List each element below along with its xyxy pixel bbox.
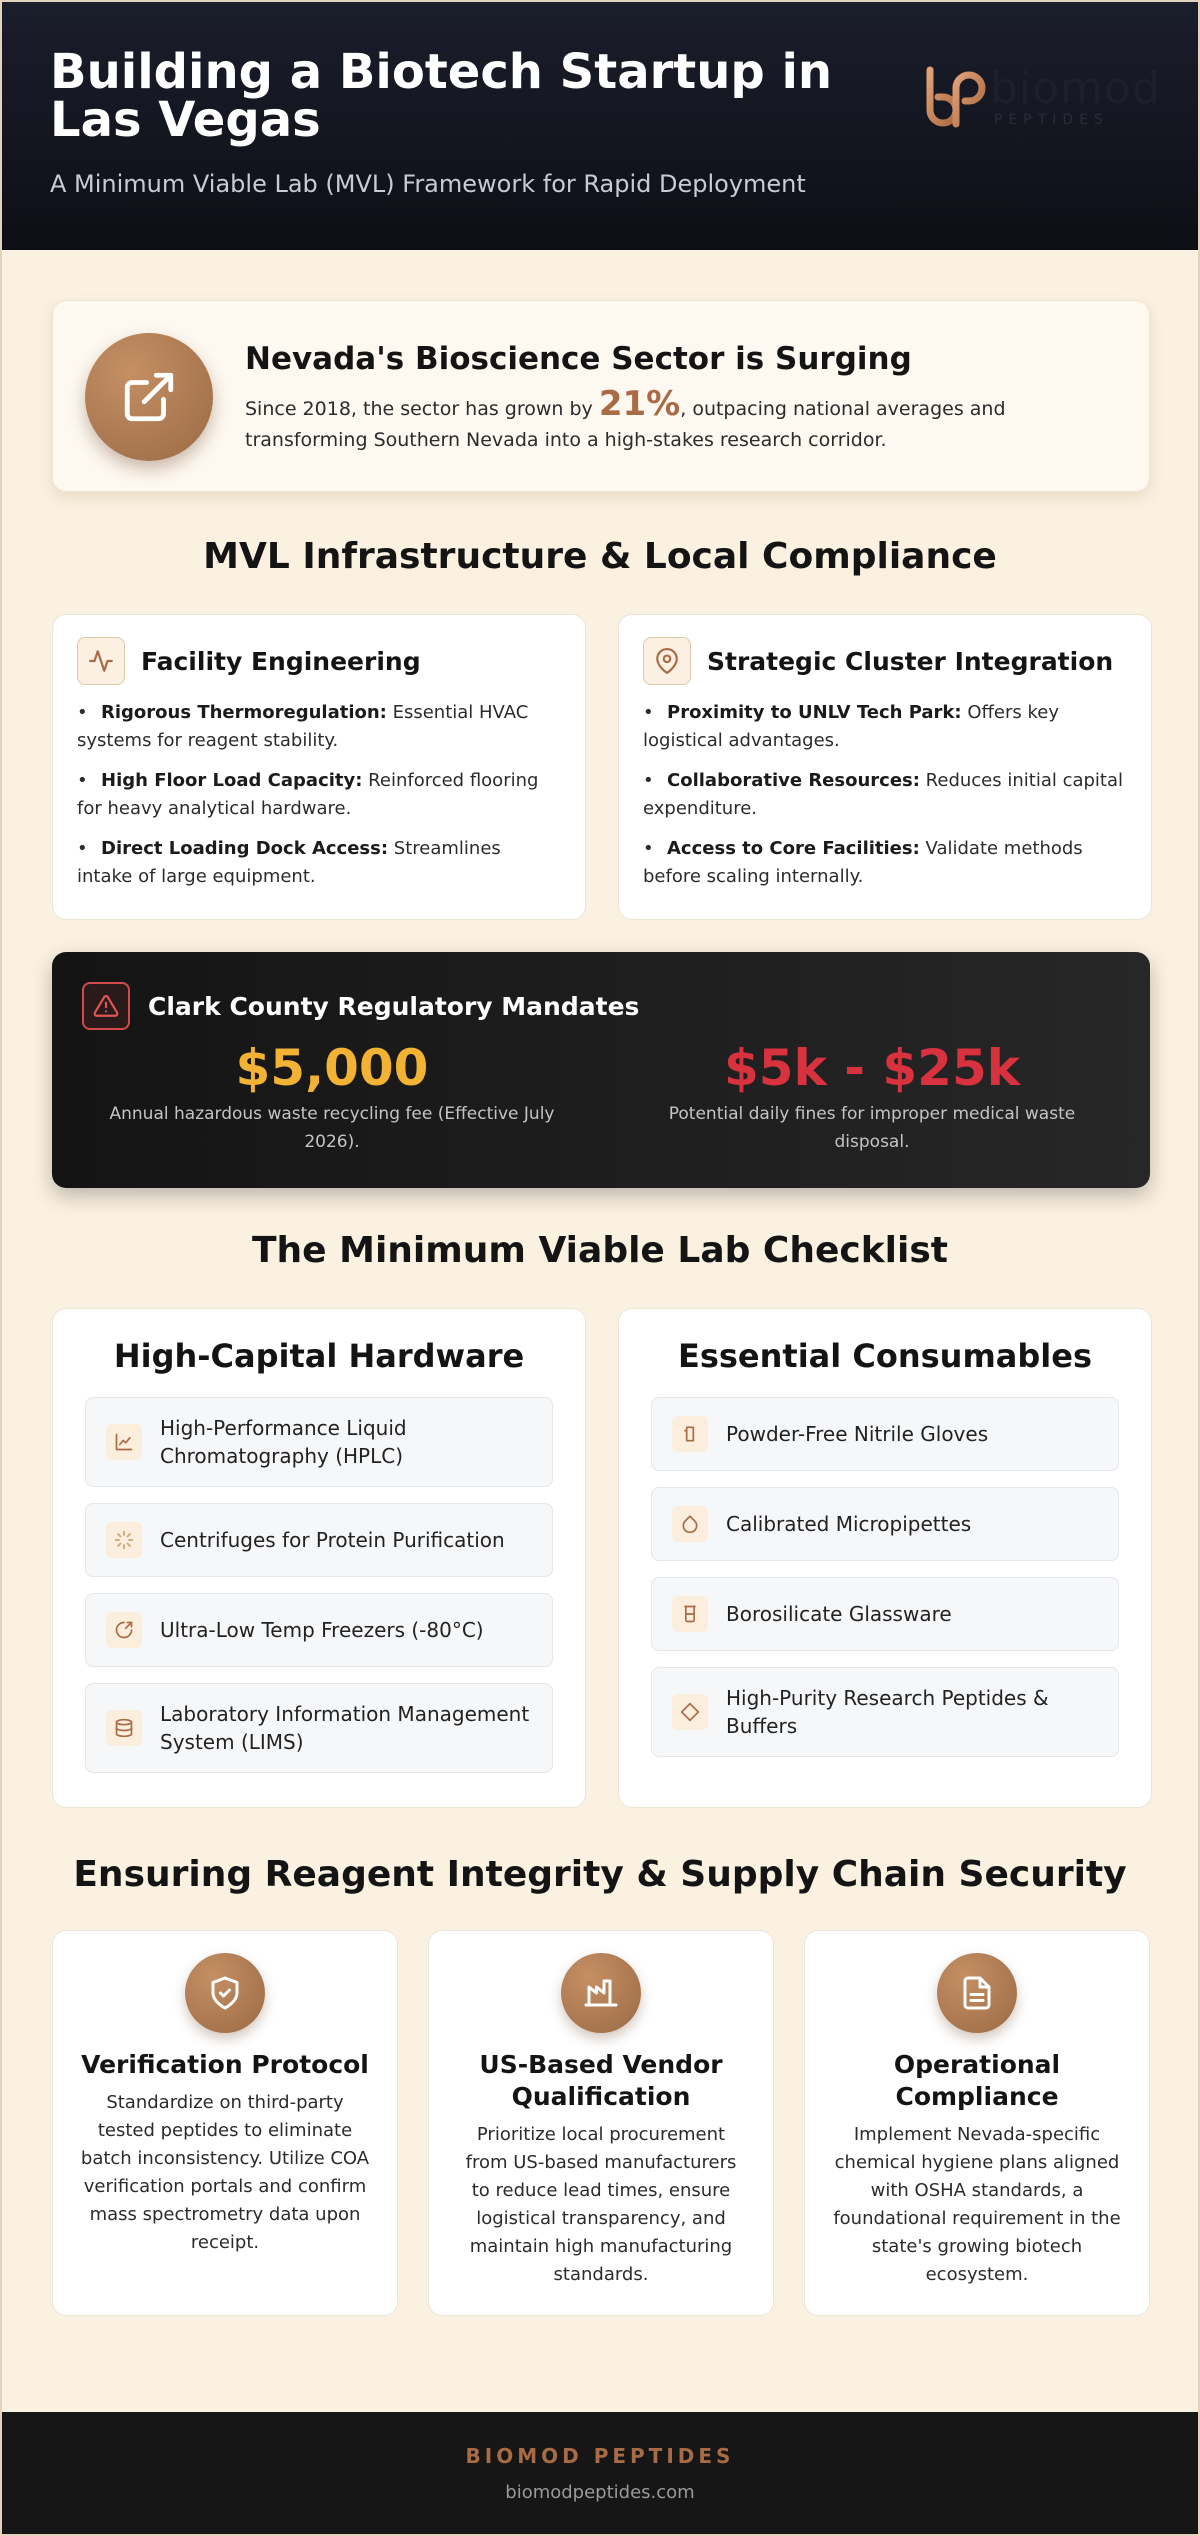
- page-subtitle: A Minimum Viable Lab (MVL) Framework for Rapid Deployment: [50, 170, 806, 198]
- highlight-text-after: , outpacing national averages and transforming Southern Nevada into a high-stakes research corridor.: [245, 398, 1006, 451]
- database-icon: [106, 1710, 142, 1746]
- list-item: • High Floor Load Capacity: Reinforced flooring for heavy analytical hardware.: [77, 770, 539, 819]
- list-item: [85, 1593, 553, 1667]
- external-link-icon: [120, 368, 178, 426]
- growth-percent: 21%: [598, 384, 681, 424]
- page-title: Building a Biotech Startup in Las Vegas: [50, 44, 833, 148]
- logo-wordmark: [990, 63, 1161, 128]
- card-title: Operational Compliance: [893, 2050, 1061, 2111]
- footer-url[interactable]: biomodpeptides.com: [505, 2482, 695, 2503]
- bullet-list: [643, 699, 1127, 891]
- card-title: US-Based Vendor Qualification: [479, 2050, 723, 2111]
- card-text: Prioritize local procurement from US-based manufacturers to reduce lead times, ensure logistical transparency, and maintain high manufacturing standards.: [465, 2124, 737, 2285]
- stat-description: Potential daily fines for improper medical waste disposal.: [668, 1104, 1076, 1152]
- alert-triangle-icon: [82, 982, 130, 1030]
- item-text: Reinforced flooring for heavy analytical hardware.: [77, 770, 539, 819]
- list-item: • Access to Core Facilities: Validate methods before scaling internally.: [643, 838, 1083, 887]
- item-bold: Direct Loading Dock Access:: [101, 838, 389, 859]
- header: [2, 2, 1198, 250]
- consumables-card: [618, 1308, 1152, 1808]
- hardware-card: [52, 1308, 586, 1808]
- footer: [2, 2412, 1198, 2536]
- card-title: Strategic Cluster Integration: [707, 646, 1114, 676]
- item-text: Reduces initial capital expenditure.: [643, 770, 1124, 819]
- card-text: Implement Nevada-specific chemical hygiene plans aligned with OSHA standards, a foundational requirement in the state's growing biotech ecosystem.: [833, 2124, 1121, 2285]
- list-item: • Direct Loading Dock Access: Streamlines intake of large equipment.: [77, 838, 501, 887]
- item-text: Streamlines intake of large equipment.: [77, 838, 501, 887]
- item-text: Essential HVAC systems for reagent stability.: [77, 702, 529, 751]
- list-item: [651, 1487, 1119, 1561]
- facility-engineering-card: [52, 614, 586, 920]
- item-text: Validate methods before scaling internally.: [643, 838, 1083, 887]
- list-item: [651, 1667, 1119, 1757]
- item-text: Offers key logistical advantages.: [643, 702, 1059, 751]
- file-text-icon: [937, 1953, 1017, 2033]
- vendor-qualification-card: [428, 1930, 774, 2316]
- list-item: [85, 1503, 553, 1577]
- verification-protocol-card: [52, 1930, 398, 2316]
- highlight-card: [52, 300, 1150, 492]
- list-item: [85, 1397, 553, 1487]
- item-label: High-Performance Liquid Chromatography (HPLC): [160, 1416, 407, 1468]
- bullet-list: [77, 699, 561, 891]
- chart-line-icon: [106, 1424, 142, 1460]
- item-label: High-Purity Research Peptides & Buffers: [726, 1686, 1049, 1738]
- regulatory-panel: [52, 952, 1150, 1188]
- stat-value: $5k - $25k: [723, 1039, 1021, 1097]
- item-bold: High Floor Load Capacity:: [101, 770, 363, 791]
- stat-value: $5,000: [235, 1039, 429, 1097]
- bp-logo-mark-icon: [922, 64, 988, 130]
- shield-check-icon: [185, 1953, 265, 2033]
- supply-chain-title: Ensuring Reagent Integrity & Supply Chain Security: [73, 1854, 1127, 1895]
- item-label: Ultra-Low Temp Freezers (-80°C): [160, 1618, 484, 1642]
- brand-logo: [922, 64, 1161, 130]
- snowflake-icon: [106, 1612, 142, 1648]
- consumables-title: Essential Consumables: [677, 1337, 1093, 1375]
- item-label: Calibrated Micropipettes: [726, 1512, 972, 1536]
- logo-text: biomod: [990, 63, 1161, 114]
- list-item: • Rigorous Thermoregulation: Essential HVAC systems for reagent stability.: [77, 702, 529, 751]
- hardware-title: High-Capital Hardware: [113, 1337, 525, 1375]
- item-bold: Rigorous Thermoregulation:: [101, 702, 387, 723]
- stat-description: Annual hazardous waste recycling fee (Effective July 2026).: [109, 1104, 555, 1152]
- item-bold: Collaborative Resources:: [667, 770, 920, 791]
- recycling-fee-stat: [72, 1040, 592, 1156]
- card-title: Verification Protocol: [81, 2050, 369, 2079]
- item-label: Powder-Free Nitrile Gloves: [726, 1422, 989, 1446]
- activity-icon: [77, 637, 125, 685]
- card-title: Facility Engineering: [141, 646, 421, 676]
- list-item: [651, 1397, 1119, 1471]
- list-item: • Proximity to UNLV Tech Park: Offers key logistical advantages.: [643, 702, 1059, 751]
- beaker-icon: [672, 1596, 708, 1632]
- regulatory-title: Clark County Regulatory Mandates: [148, 992, 640, 1021]
- item-bold: Access to Core Facilities:: [667, 838, 920, 859]
- list-item: [651, 1577, 1119, 1651]
- highlight-icon-circle: [85, 333, 213, 461]
- infrastructure-title: MVL Infrastructure & Local Compliance: [203, 536, 997, 577]
- highlight-text: [245, 384, 1105, 456]
- list-item: [85, 1683, 553, 1773]
- logo-subtext: PEPTIDES: [994, 112, 1109, 128]
- checklist-title: The Minimum Viable Lab Checklist: [252, 1230, 948, 1271]
- strategic-cluster-card: [618, 614, 1152, 920]
- item-bold: Proximity to UNLV Tech Park:: [667, 702, 962, 723]
- card-text: Standardize on third-party tested peptides to eliminate batch inconsistency. Utilize COA verification portals and confirm mass spectrometry data upon receipt.: [80, 2092, 370, 2253]
- droplet-icon: [672, 1506, 708, 1542]
- highlight-text-before: Since 2018, the sector has grown by: [245, 398, 599, 420]
- item-label: Laboratory Information Management System (LIMS): [160, 1702, 530, 1754]
- map-pin-icon: [643, 637, 691, 685]
- item-label: Centrifuges for Protein Purification: [160, 1528, 505, 1552]
- footer-brand: BIOMOD PEPTIDES: [465, 2444, 735, 2468]
- diamond-icon: [672, 1694, 708, 1730]
- daily-fines-stat: [612, 1040, 1132, 1156]
- loader-icon: [106, 1522, 142, 1558]
- list-item: • Collaborative Resources: Reduces initial capital expenditure.: [643, 770, 1124, 819]
- glove-icon: [672, 1416, 708, 1452]
- item-label: Borosilicate Glassware: [726, 1602, 952, 1626]
- factory-icon: [561, 1953, 641, 2033]
- highlight-title: Nevada's Bioscience Sector is Surging: [245, 341, 912, 377]
- operational-compliance-card: [804, 1930, 1150, 2316]
